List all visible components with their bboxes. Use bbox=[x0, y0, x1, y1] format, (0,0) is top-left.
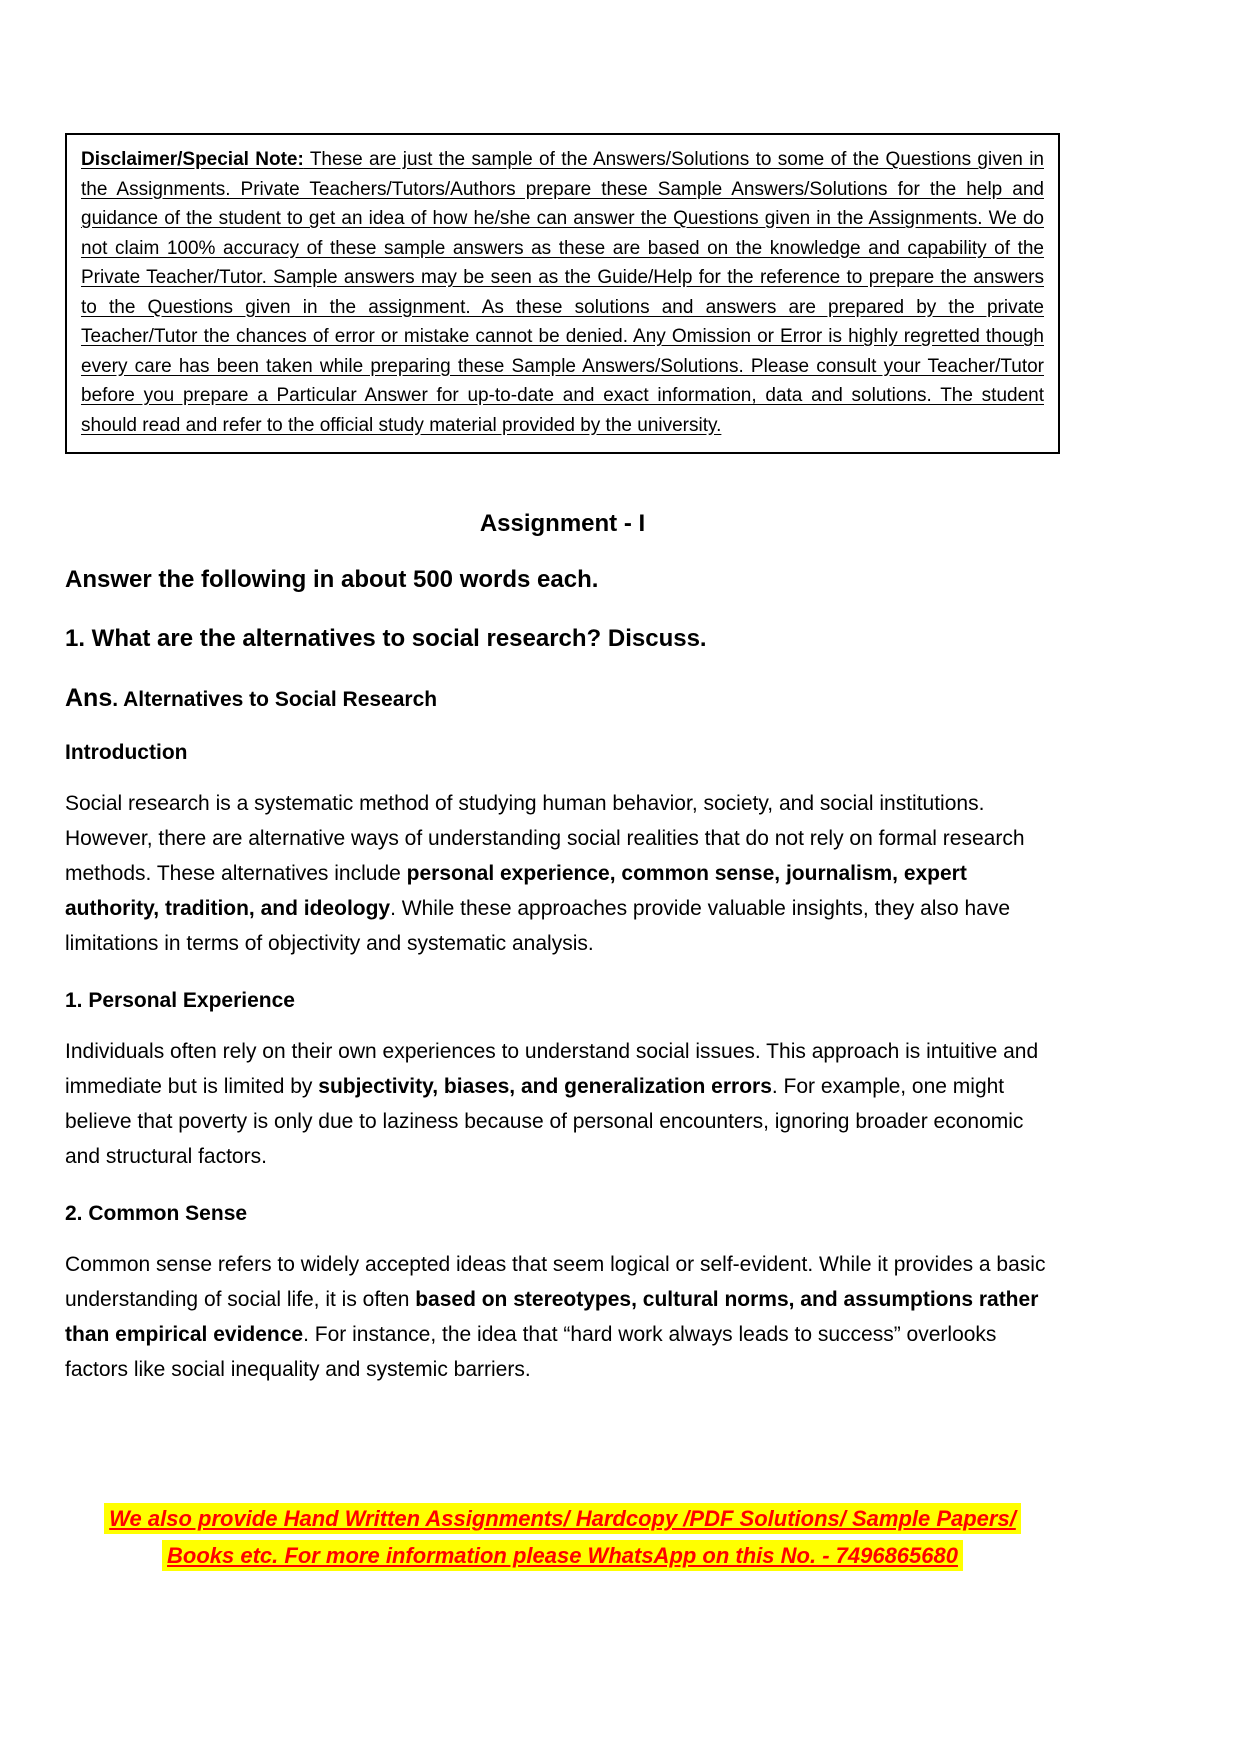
footer-banner bbox=[65, 1502, 1060, 1576]
section-paragraph bbox=[65, 1034, 1060, 1174]
paragraph-bold-segment: subjectivity, biases, and generalization errors bbox=[318, 1075, 772, 1098]
paragraph-segment: Individuals often rely on their own experiences to understand social issues. This approach is intuitive and immediate but is limited by bbox=[65, 1040, 1039, 1098]
paragraph-segment: . For instance, the idea that “hard work always leads to success” overlooks factors like social inequality and systemic barriers. bbox=[65, 1323, 997, 1381]
question-1: 1. What are the alternatives to social research? Discuss. bbox=[65, 625, 707, 652]
section-heading: 2. Common Sense bbox=[65, 1202, 248, 1225]
footer-text-1: We also provide Hand Written Assignments/ Hardcopy /PDF Solutions/ Sample Papers/ bbox=[104, 1503, 1021, 1534]
answer-title: . Alternatives to Social Research bbox=[112, 688, 438, 711]
assignment-instruction: Answer the following in about 500 words each. bbox=[65, 566, 599, 593]
disclaimer-box bbox=[65, 133, 1060, 454]
section-paragraph bbox=[65, 1247, 1060, 1387]
paragraph-segment: Common sense refers to widely accepted ideas that seem logical or self-evident. While it provides a basic understanding of social life, it is often bbox=[65, 1253, 1046, 1311]
paragraph-bold-segment: based on stereotypes, cultural norms, and assumptions rather than empirical evidence bbox=[65, 1288, 1039, 1346]
assignment-title: Assignment - I bbox=[479, 510, 646, 537]
section-heading: Introduction bbox=[65, 741, 188, 764]
disclaimer-text bbox=[81, 145, 1044, 440]
answer-sections bbox=[65, 741, 1060, 1387]
section-paragraph bbox=[65, 786, 1060, 961]
page-content bbox=[65, 133, 1060, 1387]
paragraph-segment: . For example, one might believe that poverty is only due to laziness because of personal encounters, ignoring broader economic and structural factors. bbox=[65, 1075, 1024, 1168]
disclaimer-body: These are just the sample of the Answers/Solutions to some of the Questions given in the Assignments. Private Teachers/Tutors/Authors prepare these Sample Answers/Solutions for the help and guidance of the student to get an idea of how he/she can answer the Questions given in the Assignments. We do not claim 100% accuracy of these sample answers as these are based on the knowledge and capability of the Private Teacher/Tutor. Sample answers may be seen as the Guide/Help for the reference to prepare the answers to the Questions given in the assignment. As these solutions and answers are prepared by the private Teacher/Tutor the chances of error or mistake cannot be denied. Any Omission or Error is highly regretted though every care has been taken while preparing these Sample Answers/Solutions. Please consult your Teacher/Tutor before you prepare a Particular Answer for up-to-date and exact information, data and solutions. The student should read and refer to the official study material provided by the university. bbox=[81, 149, 1044, 436]
section-heading: 1. Personal Experience bbox=[65, 989, 295, 1012]
footer-text-2: Books etc. For more information please WhatsApp on this No. - 7496865680 bbox=[162, 1540, 963, 1571]
answer-heading bbox=[65, 684, 1060, 713]
paragraph-segment: . While these approaches provide valuable insights, they also have limitations in terms of objectivity and systematic analysis. bbox=[65, 897, 1010, 955]
disclaimer-label: Disclaimer/Special Note: bbox=[81, 149, 304, 170]
footer-line-2 bbox=[65, 1539, 1060, 1576]
paragraph-bold-segment: personal experience, common sense, journalism, expert authority, tradition, and ideology bbox=[65, 862, 967, 920]
answer-label: Ans bbox=[65, 684, 113, 712]
paragraph-segment: Social research is a systematic method of studying human behavior, society, and social institutions. However, there are alternative ways of understanding social realities that do not rely on formal research methods. These alternatives include bbox=[65, 792, 1025, 885]
footer-line-1 bbox=[65, 1502, 1060, 1539]
